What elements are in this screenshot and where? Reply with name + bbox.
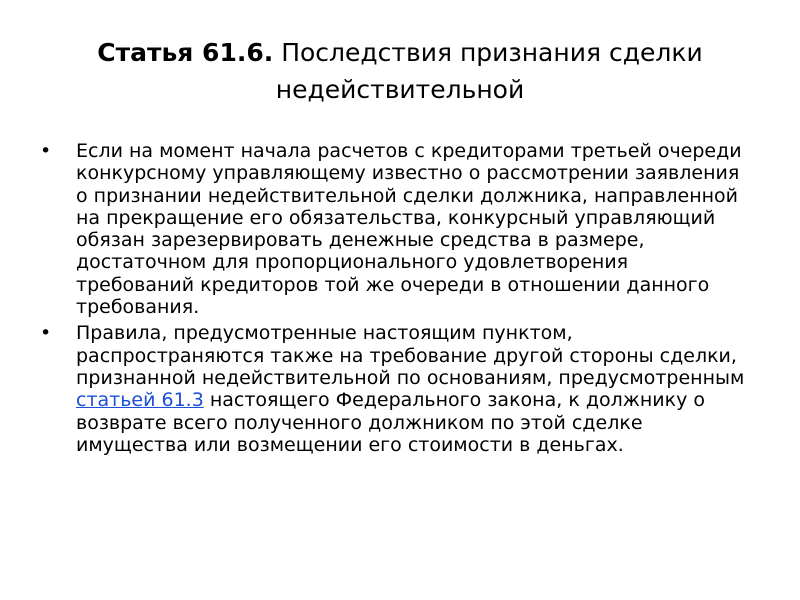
bullet-list: [32, 140, 748, 460]
bullet-marker: •: [40, 322, 52, 345]
article-61-3-link[interactable]: статьей 61.3: [76, 389, 204, 412]
bullet-text: Если на момент начала расчетов с кредиторами третьей очереди конкурсному управляющему известно о рассмотрении заявления о признании недействительной сделки должника, направленной на прекращение его обязательства, конкурсный управляющий обязан зарезервировать денежные средства в размере, достаточном для пропорционального удовлетворения требований кредиторов той же очереди в отношении данного требования.: [76, 140, 742, 319]
bullet-text-before-link: Правила, предусмотренные настоящим пунктом, распространяются также на требование другой стороны сделки, признанной недействительной по основаниям, предусмотренным: [76, 322, 745, 389]
bullet-item-1: [32, 140, 748, 318]
bullet-text-after-link: настоящего Федерального закона, к должнику о возврате всего полученного должником по этой сделке имущества или возмещении его стоимости в деньгах.: [76, 389, 706, 456]
bullet-marker: •: [40, 140, 52, 162]
page-title: [40, 34, 760, 108]
article-number: Статья 61.6.: [97, 38, 274, 67]
article-heading: Последствия признания сделки недействительной: [273, 38, 703, 104]
bullet-item-2: [32, 322, 748, 456]
